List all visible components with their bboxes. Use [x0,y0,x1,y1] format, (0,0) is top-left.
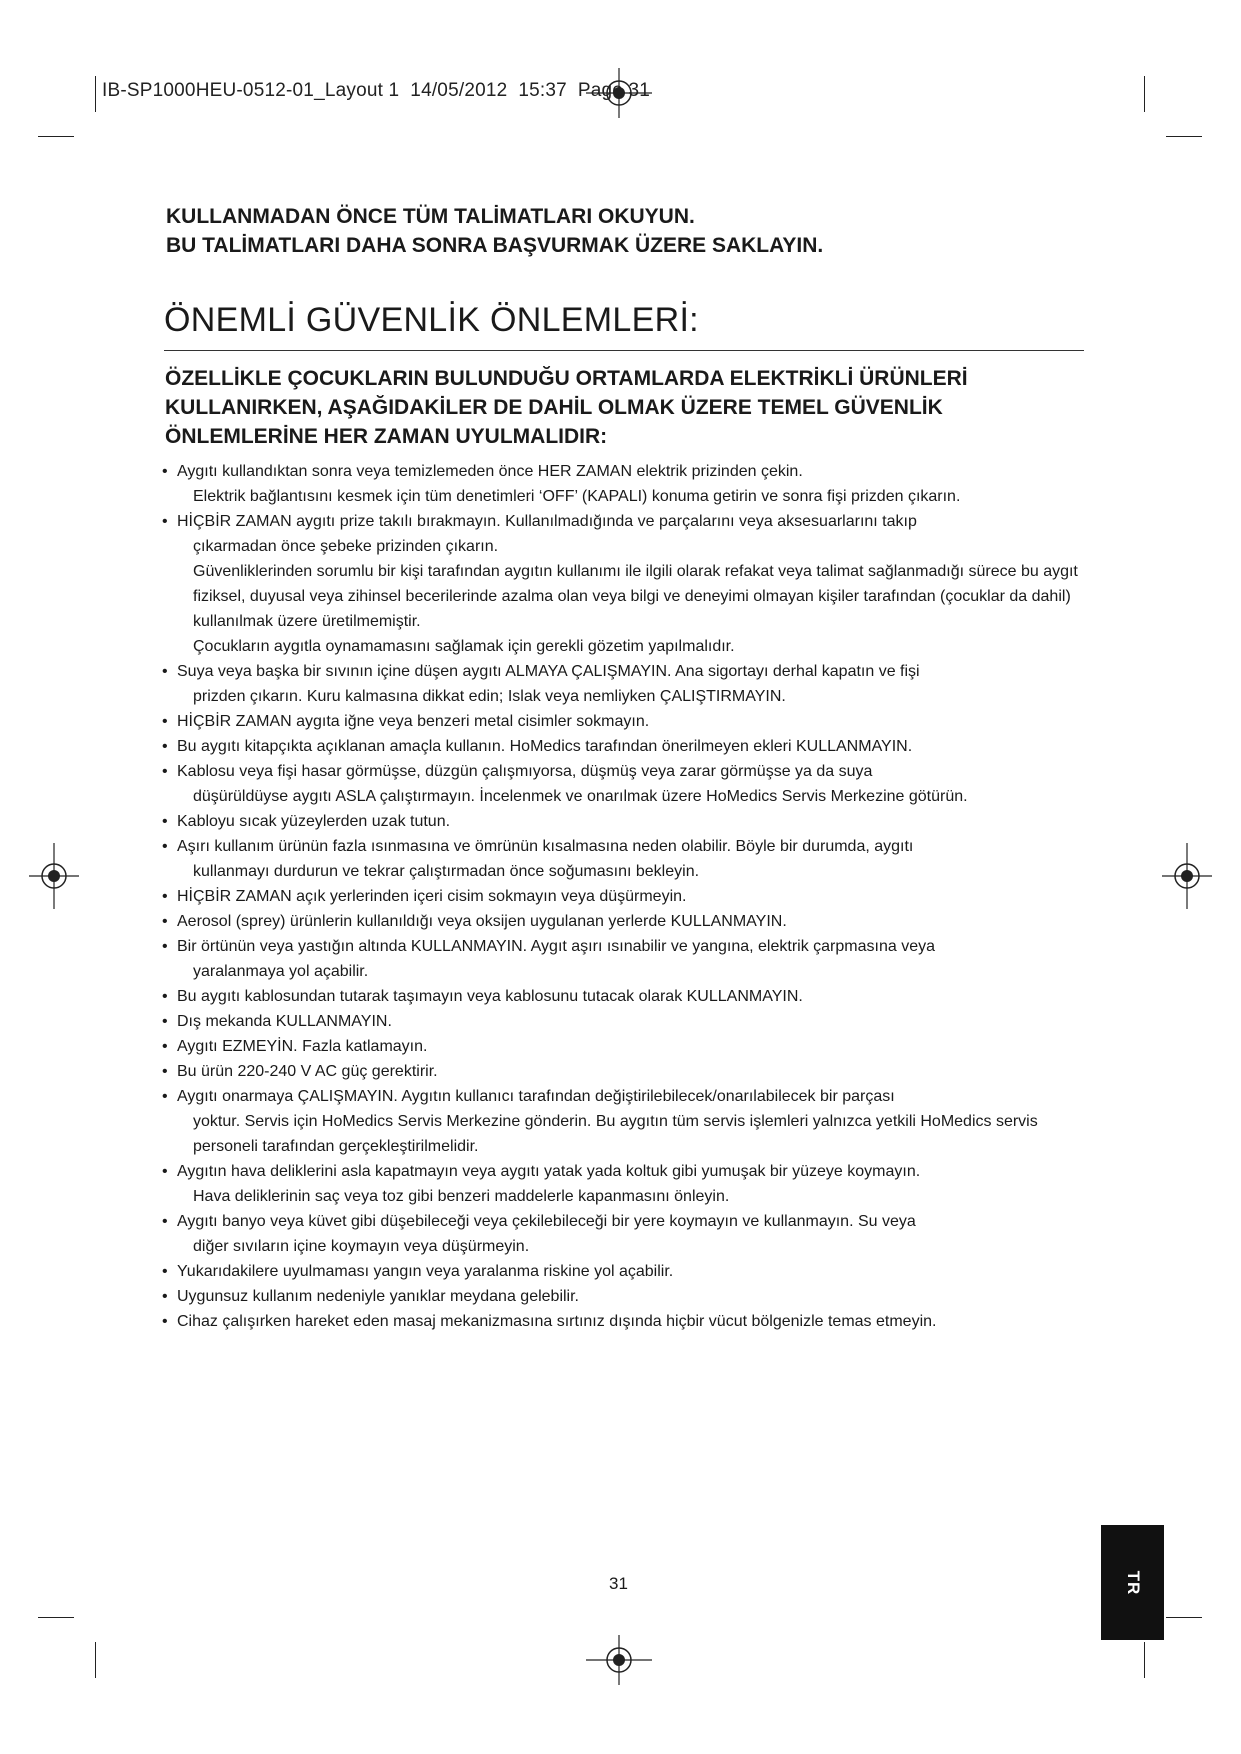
slug-time: 15:37 [518,80,567,101]
slug-date: 14/05/2012 [410,80,508,101]
page-title: ÖNEMLİ GÜVENLİK ÖNLEMLERİ: [164,301,699,339]
item-text: Aygıtı EZMEYİN. Fazla katlamayın. [177,1038,428,1055]
title-divider [164,350,1084,351]
crop-mark-top-right-h [1166,136,1202,137]
item-text: Aygıtı banyo veya küvet gibi düşebileceği veya çekilebileceği bir yere koymayın ve kullanmayın. Su veya [177,1213,916,1230]
item-text: Dış mekanda KULLANMAYIN. [177,1013,392,1030]
slug-file: IB-SP1000HEU-0512-01_Layout 1 [102,80,400,101]
intro-line-1: KULLANMADAN ÖNCE TÜM TALİMATLARI OKUYUN. [166,205,695,228]
item-continuation: yoktur. Servis için HoMedics Servis Merkezine gönderin. Bu aygıtın tüm servis işlemleri yalnızca yetkili HoMedics servis personeli tarafından gerçekleştirilmelidir. [193,1113,1038,1155]
item-continuation: Elektrik bağlantısını kesmek için tüm denetimleri ‘OFF’ (KAPALI) konuma getirin ve sonra fişi prizden çıkarın. [193,488,961,505]
slug-page: Page 31 [577,80,651,101]
registration-mark-bottom-icon [586,1635,652,1685]
item-continuation: prizden çıkarın. Kuru kalmasına dikkat edin; Islak veya nemliyken ÇALIŞTIRMAYIN. [193,688,786,705]
registration-mark-right-icon [1162,843,1212,909]
list-item [160,734,1100,759]
list-item [160,1284,1100,1309]
list-item [160,659,1100,709]
list-item [160,1034,1100,1059]
item-text: Kablosu veya fişi hasar görmüşse, düzgün çalışmıyorsa, düşmüş veya zarar görmüşse ya da suya [177,763,873,780]
item-continuation: yaralanmaya yol açabilir. [193,963,369,980]
list-item [160,884,1100,909]
crop-mark-top-left-v [95,76,96,112]
list-item [160,909,1100,934]
item-continuation: Hava deliklerinin saç veya toz gibi benzeri maddelerle kapanmasını önleyin. [193,1188,730,1205]
language-tab [1101,1525,1164,1640]
list-item [160,1159,1100,1209]
item-text: Yukarıdakilere uyulmaması yangın veya yaralanma riskine yol açabilir. [177,1263,674,1280]
item-text: Aygıtı onarmaya ÇALIŞMAYIN. Aygıtın kullanıcı tarafından değiştirilebilecek/onarılabilecek bir parçası [177,1088,895,1105]
item-text: Bu aygıtı kablosundan tutarak taşımayın veya kablosunu tutacak olarak KULLANMAYIN. [177,988,803,1005]
safety-list [160,459,1100,1334]
item-text: Bu ürün 220-240 V AC güç gerektirir. [177,1063,438,1080]
item-text: HİÇBİR ZAMAN aygıta iğne veya benzeri metal cisimler sokmayın. [177,713,650,730]
list-item [160,759,1100,809]
item-text: Uygunsuz kullanım nedeniyle yanıklar meydana gelebilir. [177,1288,579,1305]
list-item [160,1009,1100,1034]
registration-mark-left-icon [29,843,79,909]
list-item [160,509,1100,659]
item-continuation: diğer sıvıların içine koymayın veya düşürmeyin. [193,1238,530,1255]
crop-mark-bottom-left-h [38,1617,74,1618]
item-text: Cihaz çalışırken hareket eden masaj mekanizmasına sırtınız dışında hiçbir vücut bölgenizle temas etmeyin. [177,1313,937,1330]
list-item [160,1309,1100,1334]
list-item [160,459,1100,509]
list-item [160,1259,1100,1284]
crop-mark-top-left-h [38,136,74,137]
item-continuation: Güvenliklerinden sorumlu bir kişi tarafından aygıtın kullanımı ile ilgili olarak refakat veya talimat sağlanmadığı sürece bu aygıt fiziksel, duyusal veya zihinsel becerilerinde azalma olan veya bilgi ve deneyimi olmayan kişiler tarafından (çocuklar da dahil) kullanılmak üzere üretilmemiştir. [193,563,1078,630]
list-item [160,709,1100,734]
item-text: Bu aygıtı kitapçıkta açıklanan amaçla kullanın. HoMedics tarafından önerilmeyen ekleri KULLANMAYIN. [177,738,913,755]
item-text: HİÇBİR ZAMAN aygıtı prize takılı bırakmayın. Kullanılmadığında ve parçalarını veya aksesuarlarını takıp [177,513,917,530]
item-text: Aygıtı kullandıktan sonra veya temizlemeden önce HER ZAMAN elektrik prizinden çekin. [177,463,803,480]
crop-mark-bottom-right-v [1144,1642,1145,1678]
list-item [160,934,1100,984]
list-item [160,1059,1100,1084]
language-tab-label: TR [1123,1570,1143,1595]
item-text: Aerosol (sprey) ürünlerin kullanıldığı veya oksijen uygulanan yerlerde KULLANMAYIN. [177,913,787,930]
item-text: Suya veya başka bir sıvının içine düşen aygıtı ALMAYA ÇALIŞMAYIN. Ana sigortayı derhal kapatın ve fişi [177,663,920,680]
list-item [160,1209,1100,1259]
list-item [160,834,1100,884]
crop-mark-bottom-left-v [95,1642,96,1678]
list-item [160,1084,1100,1159]
item-text: Bir örtünün veya yastığın altında KULLANMAYIN. Aygıt aşırı ısınabilir ve yangına, elektrik çarpmasına veya [177,938,935,955]
intro-line-2: BU TALİMATLARI DAHA SONRA BAŞVURMAK ÜZERE SAKLAYIN. [166,234,824,257]
page-number: 31 [609,1574,628,1593]
item-text: HİÇBİR ZAMAN açık yerlerinden içeri cisim sokmayın veya düşürmeyin. [177,888,687,905]
printer-slug [102,80,650,102]
item-continuation: düşürüldüyse aygıtı ASLA çalıştırmayın. İncelenmek ve onarılmak üzere HoMedics Servis Merkezine götürün. [193,788,968,805]
list-item [160,984,1100,1009]
crop-mark-top-right-v [1144,76,1145,112]
crop-mark-bottom-right-h [1166,1617,1202,1618]
item-text: Aygıtın hava deliklerini asla kapatmayın veya aygıtı yatak yada koltuk gibi yumuşak bir yüzeye koymayın. [177,1163,921,1180]
subhead-line-2: KULLANIRKEN, AŞAĞIDAKİLER DE DAHİL OLMAK ÜZERE TEMEL GÜVENLİK [165,396,943,419]
item-text: Aşırı kullanım ürünün fazla ısınmasına ve ömrünün kısalmasına neden olabilir. Böyle bir durumda, aygıtı [177,838,914,855]
subhead-line-1: ÖZELLİKLE ÇOCUKLARIN BULUNDUĞU ORTAMLARDA ELEKTRİKLİ ÜRÜNLERİ [165,367,968,390]
section-subheading [165,364,1115,451]
item-continuation: Çocukların aygıtla oynamamasını sağlamak için gerekli gözetim yapılmalıdır. [193,638,735,655]
list-item [160,809,1100,834]
item-continuation: çıkarmadan önce şebeke prizinden çıkarın. [193,538,499,555]
subhead-line-3: ÖNLEMLERİNE HER ZAMAN UYULMALIDIR: [165,425,608,448]
item-continuation: kullanmayı durdurun ve tekrar çalıştırmadan önce soğumasını bekleyin. [193,863,700,880]
intro-notice [166,202,1126,260]
item-text: Kabloyu sıcak yüzeylerden uzak tutun. [177,813,451,830]
